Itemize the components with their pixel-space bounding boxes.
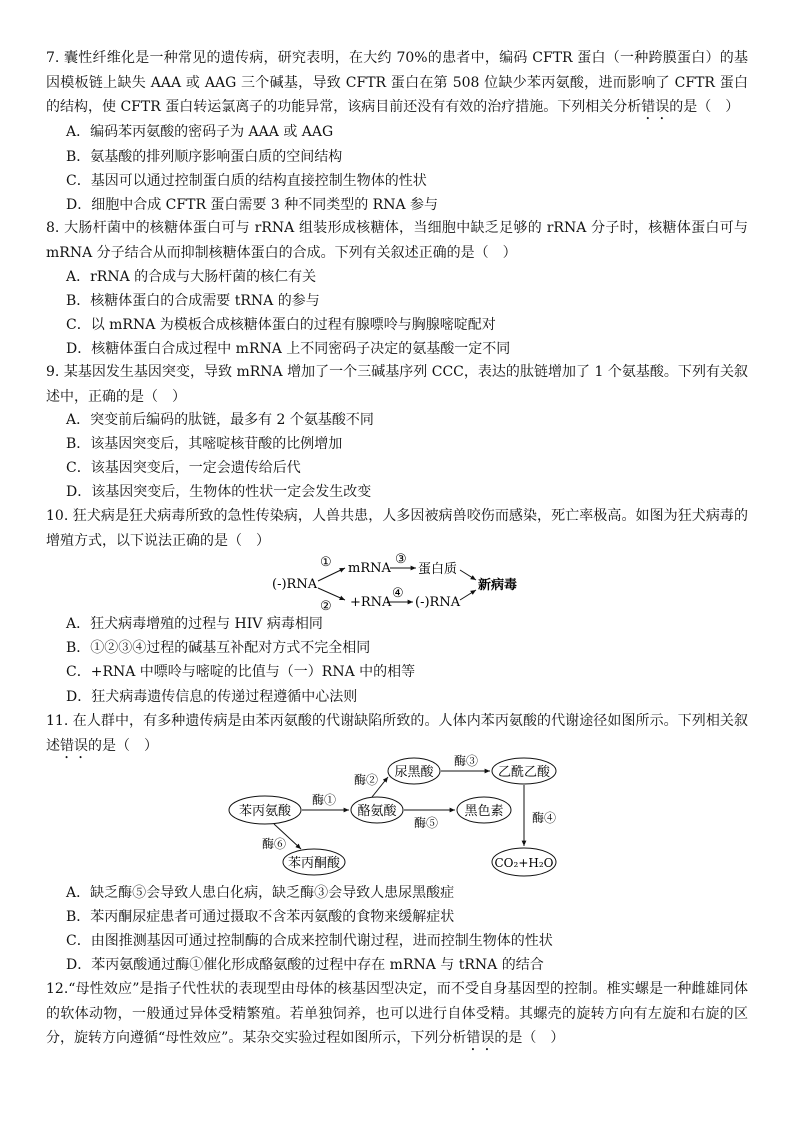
- question-10-stem: 10. 狂犬病是狂犬病毒所致的急性传染病，人兽共患，人多因被病兽咬伤而感染，死亡率极高。如图为狂犬病毒的增殖方式，以下说法正确的是（ ）: [46, 508, 748, 549]
- question-8-stem: 8. 大肠杆菌中的核糖体蛋白可与 rRNA 组装形成核糖体，当细胞中缺乏足够的 rRNA 分子时，核糖体蛋白可与 mRNA 分子结合从而抑制核糖体蛋白的合成。下列有关叙述正确的是（ ）: [46, 220, 748, 261]
- pos-rna-label: +RNA: [350, 595, 392, 610]
- q11-option-d: D．苯丙氨酸通过酶①催化形成酪氨酸的过程中存在 mRNA 与 tRNA 的结合: [66, 957, 544, 973]
- aaa-label: 乙酰乙酸: [497, 765, 551, 780]
- question-9-stem: 9. 某基因发生基因突变，导致 mRNA 增加了一个三碱基序列 CCC，表达的肽链增加了 1 个氨基酸。下列有关叙述中，正确的是（ ）: [46, 364, 748, 405]
- question-7-stem: 7. 囊性纤维化是一种常见的遗传病，研究表明，在大约 70%的患者中，编码 CFTR 蛋白（一种跨膜蛋白）的基因模板链上缺失 AAA 或 AAG 三个碱基，导致 CFTR 蛋白在第 508 位缺少苯丙氨酸，进而影响了 CFTR 蛋白的结构，使 CFTR 蛋白转运氯离子的功能异常，该病目前还没有有效的治疗措施。下列相关分析错误的是（ ）: [46, 50, 748, 115]
- q10-option-d: D．狂犬病毒遗传信息的传递过程遵循中心法则: [66, 689, 358, 705]
- question-12-stem: 12.“母性效应”是指子代性状的表现型由母体的核基因型决定，而不受自身基因型的控制。椎实螺是一种雌雄同体的软体动物，一般通过异体受精繁殖。若单独饲养，也可以进行自体受精。其螺壳的旋转方向有左旋和右旋的区分，旋转方向遵循“母性效应”。某杂交实验过程如图所示，下列分析错误的是（ ）: [46, 981, 748, 1046]
- q9-option-d: D．该基因突变后，生物体的性状一定会发生改变: [66, 484, 372, 500]
- enz2-label: 酶②: [354, 773, 379, 787]
- new-virus-label: 新病毒: [478, 578, 518, 593]
- step-3-label: ③: [395, 552, 407, 567]
- rabies-replication-diagram: [270, 550, 530, 616]
- q9-option-b: B．该基因突变后，其嘧啶核苷酸的比例增加: [66, 436, 343, 452]
- q9-option-a: A．突变前后编码的肽链，最多有 2 个氨基酸不同: [66, 412, 374, 428]
- step-1-label: ①: [320, 555, 332, 570]
- enz1-label: 酶①: [312, 793, 337, 807]
- neg-rna-2-label: (-)RNA: [415, 595, 461, 610]
- q7-option-b: B．氨基酸的排列顺序影响蛋白质的空间结构: [66, 149, 343, 165]
- q7-option-d: D．细胞中合成 CFTR 蛋白需要 3 种不同类型的 RNA 参与: [66, 197, 439, 213]
- q8-option-d: D．核糖体蛋白合成过程中 mRNA 上不同密码子决定的氨基酸一定不同: [66, 341, 511, 357]
- melanin-label: 黑色素: [464, 804, 504, 819]
- step-4-label: ④: [392, 586, 404, 601]
- arrow-protein-to-virus: [460, 570, 476, 580]
- q11-option-a: A．缺乏酶⑤会导致人患白化病，缺乏酶③会导致人患尿黑酸症: [66, 885, 455, 901]
- protein-label: 蛋白质: [418, 562, 458, 577]
- q8-option-c: C．以 mRNA 为模板合成核糖体蛋白的过程有腺嘌呤与胸腺嘧啶配对: [66, 317, 496, 333]
- co2-label: CO₂+H₂O: [494, 856, 554, 870]
- enz5-label: 酶⑤: [414, 816, 439, 830]
- q8-option-a: A．rRNA 的合成与大肠杆菌的核仁有关: [66, 269, 317, 285]
- tyr-label: 酪氨酸: [357, 804, 397, 819]
- enz3-label: 酶③: [454, 754, 479, 768]
- q11-option-b: B．苯丙酮尿症患者可通过摄取不含苯丙氨酸的食物来缓解症状: [66, 909, 455, 925]
- mrna-label: mRNA: [348, 561, 391, 576]
- step-2-label: ②: [320, 599, 332, 614]
- emphasis-wrong: 错误: [641, 99, 670, 115]
- neg-rna-label: (-)RNA: [272, 577, 318, 592]
- arrow-rna-to-virus: [460, 590, 476, 600]
- q7-option-a: A．编码苯丙氨酸的密码子为 AAA 或 AAG: [66, 124, 334, 140]
- hga-label: 尿黑酸: [394, 765, 434, 780]
- enz4-label: 酶④: [532, 811, 557, 825]
- q7-option-c: C．基因可以通过控制蛋白质的结构直接控制生物体的性状: [66, 173, 427, 189]
- q10-option-b: B．①②③④过程的碱基互补配对方式不完全相同: [66, 640, 371, 656]
- emphasis-wrong: 错误: [60, 737, 88, 754]
- q11-option-c: C．由图推测基因可通过控制酶的合成来控制代谢过程，进而控制生物体的性状: [66, 933, 553, 949]
- q10-option-a: A．狂犬病毒增殖的过程与 HIV 病毒相同: [66, 616, 323, 632]
- phenylalanine-metabolism-diagram: [226, 752, 566, 882]
- phe-label: 苯丙氨酸: [238, 804, 292, 819]
- q8-option-b: B．核糖体蛋白的合成需要 tRNA 的参与: [66, 293, 320, 309]
- ppa-label: 苯丙酮酸: [287, 856, 341, 871]
- emphasis-wrong: 错误: [466, 1030, 495, 1046]
- question-11-stem: 11. 在人群中，有多种遗传病是由苯丙氨酸的代谢缺陷所致的。人体内苯丙氨酸的代谢途径如图所示。下列相关叙述错误的是（ ）: [46, 713, 748, 754]
- q9-option-c: C．该基因突变后，一定会遗传给后代: [66, 460, 301, 476]
- q10-option-c: C．+RNA 中嘌呤与嘧啶的比值与（一）RNA 中的相等: [66, 664, 416, 680]
- enz6-label: 酶⑥: [262, 837, 287, 851]
